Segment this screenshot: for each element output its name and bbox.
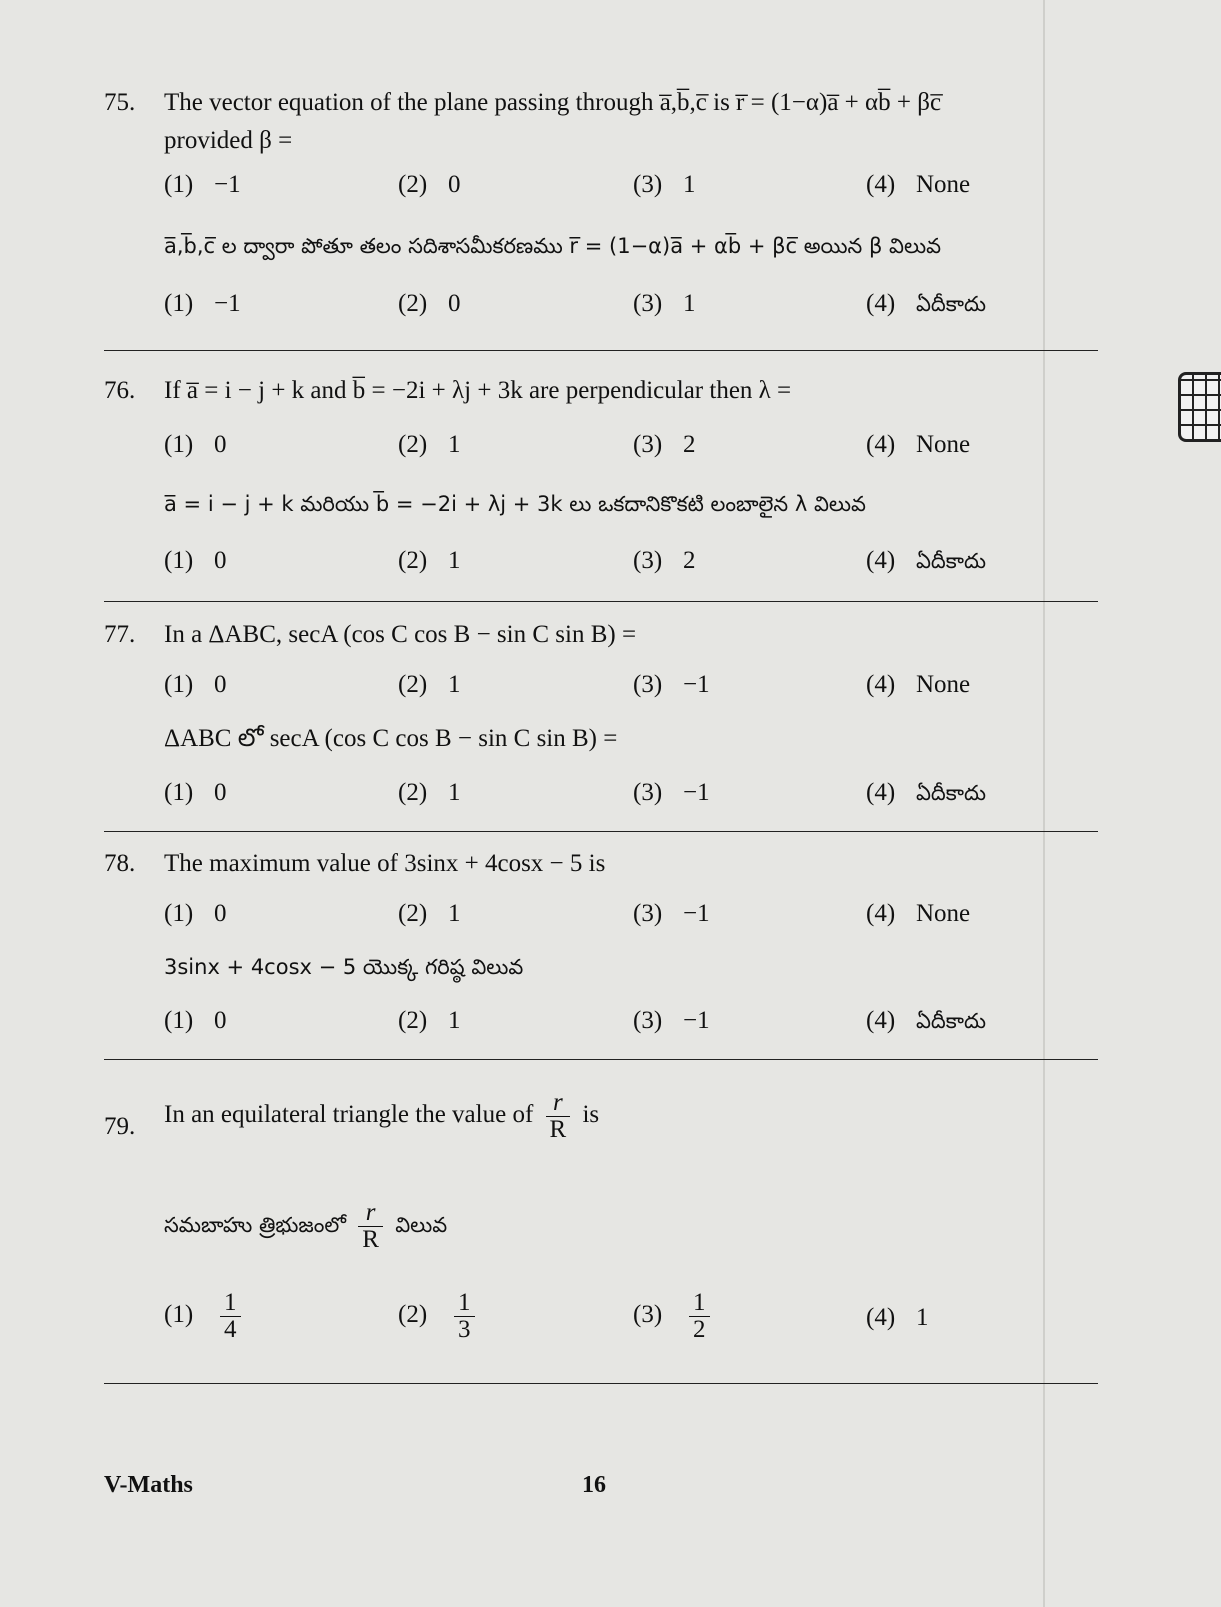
question-stem-te: a̅,b̅,c̅ ల ద్వారా పోతూ తలం సదిశాసమీకరణము r̅ = (1−α)a̅ + αb̅ + βc̅ అయిన β విలువ	[164, 234, 942, 258]
divider	[104, 1383, 1098, 1384]
option-2: (2) 1	[398, 900, 461, 927]
option-4: (4) ఏదీకాదు	[866, 1007, 987, 1034]
option-2: (2) 0	[398, 290, 461, 317]
divider	[104, 601, 1098, 602]
option-2: (2) 0	[398, 171, 461, 198]
fraction-r-over-R: $\frac{r}{R}$	[546, 1090, 571, 1143]
options-en	[164, 670, 1064, 702]
option-1: (1) 0	[164, 431, 227, 458]
option-2: (2) 1	[398, 779, 461, 806]
options-te	[164, 289, 1064, 321]
options-te	[164, 778, 1064, 810]
question-stem-te: 3sinx + 4cosx − 5 యొక్క గరిష్ఠ విలువ	[164, 955, 524, 979]
grid-mark-icon	[1178, 372, 1221, 442]
question-stem-en: In a ΔABC, secA (cos C cos B − sin C sin B) =	[164, 621, 637, 648]
option-3: (3) −1	[633, 1007, 710, 1034]
question-stem-en-cont: provided β =	[164, 127, 293, 154]
option-4: (4) ఏదీకాదు	[866, 290, 987, 317]
question-stem-en: In an equilateral triangle the value of $\frac{r}{R}$ is	[164, 1089, 600, 1143]
option-1: (1) 0	[164, 1007, 227, 1034]
option-4: (4) ఏదీకాదు	[866, 779, 987, 806]
option-2: (2) 1	[398, 671, 461, 698]
question-stem-en: If a̅ = i − j + k and b̅ = −2i + λj + 3k are perpendicular then λ =	[164, 377, 792, 404]
divider	[104, 350, 1098, 351]
option-3: (3) −1	[633, 671, 710, 698]
question-number: 75.	[104, 89, 136, 116]
options	[164, 1290, 1064, 1350]
option-1: (1) 0	[164, 779, 227, 806]
option-1: (1) 0	[164, 671, 227, 698]
options-en	[164, 430, 1064, 462]
divider	[104, 831, 1098, 832]
question-stem-en: The vector equation of the plane passing through a̅,b̅,c̅ is r̅ = (1−α)a̅ + αb̅ + βc̅	[164, 89, 942, 116]
question-stem-te: a̅ = i − j + k మరియు b̅ = −2i + λj + 3k లు ఒకదానికొకటి లంబాలైన λ విలువ	[164, 492, 866, 516]
question-stem-en: The maximum value of 3sinx + 4cosx − 5 is	[164, 850, 606, 877]
option-1: (1) −1	[164, 171, 241, 198]
option-4: (4) ఏదీకాదు	[866, 547, 987, 574]
option-2: (2) 1	[398, 1007, 461, 1034]
question-stem-te: సమబాహు త్రిభుజంలో $\frac{r}{R}$ విలువ	[164, 1199, 448, 1253]
option-3: (3) 2	[633, 547, 696, 574]
option-3: (3) −1	[633, 779, 710, 806]
question-number: 76.	[104, 377, 136, 404]
question-stem-te: ΔABC లో secA (cos C cos B − sin C sin B) =	[164, 725, 618, 752]
question-number: 78.	[104, 850, 136, 877]
option-4: (4) None	[866, 431, 971, 458]
option-3: (3) 1	[633, 290, 696, 317]
footer-subject: V-Maths	[104, 1472, 193, 1498]
option-4: (4) 1	[866, 1304, 929, 1331]
option-1: (1) $\frac{1}{4}$	[164, 1290, 247, 1343]
divider	[104, 1059, 1098, 1060]
question-number: 77.	[104, 621, 136, 648]
option-2: (2) 1	[398, 431, 461, 458]
option-3: (3) −1	[633, 900, 710, 927]
page-number: 16	[582, 1472, 606, 1498]
option-4: (4) None	[866, 171, 971, 198]
option-4: (4) None	[866, 900, 971, 927]
options-en	[164, 170, 1064, 202]
option-2: (2) $\frac{1}{3}$	[398, 1290, 481, 1343]
option-3: (3) $\frac{1}{2}$	[633, 1290, 716, 1343]
option-3: (3) 1	[633, 171, 696, 198]
options-te	[164, 546, 1064, 578]
option-4: (4) None	[866, 671, 971, 698]
options-te	[164, 1006, 1064, 1038]
fraction-r-over-R: $\frac{r}{R}$	[358, 1200, 383, 1253]
option-1: (1) 0	[164, 900, 227, 927]
option-1: (1) 0	[164, 547, 227, 574]
option-1: (1) −1	[164, 290, 241, 317]
option-2: (2) 1	[398, 547, 461, 574]
options-en	[164, 899, 1064, 931]
question-number: 79.	[104, 1113, 136, 1140]
option-3: (3) 2	[633, 431, 696, 458]
